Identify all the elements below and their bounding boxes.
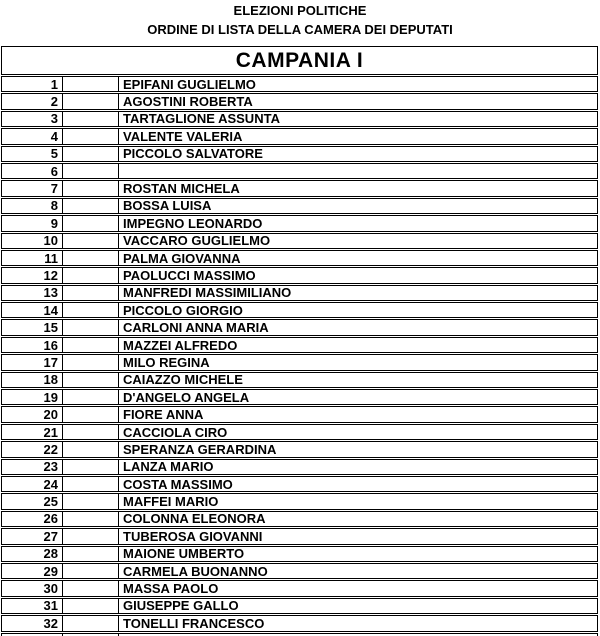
row-number: 20 bbox=[43, 407, 58, 422]
party-symbol-cell bbox=[63, 512, 119, 526]
row-number: 31 bbox=[43, 598, 58, 614]
row-number-cell bbox=[2, 199, 63, 213]
row-number: 23 bbox=[43, 459, 58, 474]
party-symbol-cell bbox=[63, 77, 119, 91]
row-number: 2 bbox=[50, 94, 58, 109]
region-header bbox=[1, 46, 598, 75]
candidate-row bbox=[1, 128, 598, 144]
candidate-name-cell bbox=[119, 216, 597, 230]
party-symbol-cell bbox=[63, 442, 119, 456]
candidate-name: FIORE ANNA bbox=[123, 407, 204, 422]
row-number-cell bbox=[2, 355, 63, 369]
candidate-name-cell bbox=[119, 547, 597, 561]
candidate-row bbox=[1, 354, 598, 370]
party-symbol-cell bbox=[63, 320, 119, 334]
candidate-name: MAIONE UMBERTO bbox=[123, 546, 245, 561]
candidate-name: MANFREDI MASSIMILIANO bbox=[123, 285, 292, 301]
candidate-row bbox=[1, 337, 598, 353]
candidate-name: CARMELA BUONANNO bbox=[123, 563, 268, 579]
row-number: 22 bbox=[43, 442, 58, 457]
row-number: 4 bbox=[50, 129, 58, 144]
row-number: 10 bbox=[43, 233, 58, 248]
row-number: 28 bbox=[43, 546, 58, 561]
party-symbol-cell bbox=[63, 286, 119, 300]
candidate-row bbox=[1, 76, 598, 92]
party-symbol-cell bbox=[63, 547, 119, 561]
candidate-name-cell bbox=[119, 529, 597, 543]
candidate-name: IMPEGNO LEONARDO bbox=[123, 216, 263, 231]
candidate-name: PICCOLO SALVATORE bbox=[123, 146, 263, 161]
row-number-cell bbox=[2, 425, 63, 439]
row-number-cell bbox=[2, 94, 63, 108]
candidate-name: CAIAZZO MICHELE bbox=[123, 372, 243, 388]
candidate-row bbox=[1, 424, 598, 440]
row-number: 7 bbox=[50, 181, 58, 196]
candidate-name-cell bbox=[119, 94, 597, 108]
party-symbol-cell bbox=[63, 303, 119, 317]
partial-row-cutoff bbox=[1, 633, 598, 636]
candidate-name-cell bbox=[119, 181, 597, 195]
row-number-cell bbox=[2, 303, 63, 317]
row-number: 14 bbox=[43, 303, 58, 318]
party-symbol-cell bbox=[63, 338, 119, 352]
row-number: 29 bbox=[43, 563, 58, 579]
candidate-name: MASSA PAOLO bbox=[123, 581, 219, 596]
candidate-name-cell bbox=[119, 112, 597, 126]
candidate-name-cell bbox=[119, 390, 597, 404]
candidate-name-cell bbox=[119, 129, 597, 143]
candidate-name-cell bbox=[119, 199, 597, 213]
candidate-name-cell bbox=[119, 268, 597, 282]
party-symbol-cell bbox=[63, 181, 119, 195]
party-symbol-cell bbox=[63, 581, 119, 595]
candidate-name-cell bbox=[119, 303, 597, 317]
party-symbol-cell bbox=[63, 373, 119, 387]
candidate-row bbox=[1, 233, 598, 249]
row-number: 30 bbox=[43, 581, 58, 596]
candidate-row bbox=[1, 580, 598, 596]
row-number-cell bbox=[2, 616, 63, 630]
row-number: 3 bbox=[50, 111, 58, 127]
row-number-cell bbox=[2, 442, 63, 456]
candidate-name: CARLONI ANNA MARIA bbox=[123, 320, 269, 335]
party-symbol-cell bbox=[63, 234, 119, 248]
candidate-row bbox=[1, 163, 598, 179]
row-number: 6 bbox=[50, 163, 58, 179]
candidate-row bbox=[1, 511, 598, 527]
candidate-row bbox=[1, 215, 598, 231]
row-number-cell bbox=[2, 407, 63, 421]
candidate-name: CACCIOLA CIRO bbox=[123, 424, 228, 440]
row-number-cell bbox=[2, 234, 63, 248]
row-number: 11 bbox=[44, 250, 58, 266]
row-number-cell bbox=[2, 147, 63, 161]
party-symbol-cell bbox=[63, 268, 119, 282]
candidate-name: MAFFEI MARIO bbox=[123, 494, 219, 509]
row-number-cell bbox=[2, 547, 63, 561]
candidate-name-cell bbox=[119, 251, 597, 265]
candidate-name-cell bbox=[119, 286, 597, 300]
row-number-cell bbox=[2, 268, 63, 282]
row-number-cell bbox=[2, 373, 63, 387]
row-number: 15 bbox=[43, 320, 58, 335]
party-symbol-cell bbox=[63, 599, 119, 613]
candidate-row bbox=[1, 267, 598, 283]
party-symbol-cell bbox=[63, 216, 119, 230]
candidate-row bbox=[1, 406, 598, 422]
row-number-cell bbox=[2, 320, 63, 334]
candidate-row bbox=[1, 598, 598, 614]
row-number-cell bbox=[2, 286, 63, 300]
candidate-name: COSTA MASSIMO bbox=[123, 476, 233, 492]
candidate-name: TUBEROSA GIOVANNI bbox=[123, 529, 263, 544]
row-number: 25 bbox=[43, 494, 58, 509]
candidate-name-cell bbox=[119, 320, 597, 334]
candidate-name: TARTAGLIONE ASSUNTA bbox=[123, 111, 280, 127]
row-number: 1 bbox=[50, 77, 58, 92]
row-number: 9 bbox=[50, 216, 58, 231]
document-title bbox=[0, 0, 600, 39]
row-number: 12 bbox=[43, 268, 58, 283]
party-symbol-cell bbox=[63, 407, 119, 421]
candidate-name-cell bbox=[119, 460, 597, 474]
row-number-cell bbox=[2, 216, 63, 230]
candidate-name-cell bbox=[119, 564, 597, 578]
row-number-cell bbox=[2, 564, 63, 578]
candidate-name: PICCOLO GIORGIO bbox=[123, 303, 243, 318]
candidate-name-cell bbox=[119, 147, 597, 161]
candidate-name: PALMA GIOVANNA bbox=[123, 250, 241, 266]
candidate-name-cell bbox=[119, 616, 597, 630]
candidate-row bbox=[1, 459, 598, 475]
candidate-list-table bbox=[1, 46, 598, 636]
candidate-name-cell bbox=[119, 494, 597, 508]
candidate-row bbox=[1, 285, 598, 301]
candidate-row bbox=[1, 198, 598, 214]
row-number: 27 bbox=[43, 529, 58, 544]
candidate-rows bbox=[1, 76, 598, 632]
row-number: 32 bbox=[43, 616, 58, 631]
party-symbol-cell bbox=[63, 164, 119, 178]
candidate-name: MAZZEI ALFREDO bbox=[123, 337, 238, 353]
candidate-row bbox=[1, 250, 598, 266]
candidate-name-cell bbox=[119, 338, 597, 352]
candidate-row bbox=[1, 476, 598, 492]
candidate-name: PAOLUCCI MASSIMO bbox=[123, 268, 256, 283]
party-symbol-cell bbox=[63, 494, 119, 508]
candidate-name: D'ANGELO ANGELA bbox=[123, 390, 250, 405]
row-number-cell bbox=[2, 529, 63, 543]
candidate-name: ROSTAN MICHELA bbox=[123, 181, 240, 196]
candidate-name-cell bbox=[119, 425, 597, 439]
row-number-cell bbox=[2, 164, 63, 178]
candidate-name-cell bbox=[119, 373, 597, 387]
party-symbol-cell bbox=[63, 147, 119, 161]
party-symbol-cell bbox=[63, 529, 119, 543]
row-number: 5 bbox=[50, 146, 58, 161]
candidate-name-cell bbox=[119, 407, 597, 421]
party-symbol-cell bbox=[63, 199, 119, 213]
candidate-name: COLONNA ELEONORA bbox=[123, 511, 266, 527]
candidate-name-cell bbox=[119, 234, 597, 248]
candidate-row bbox=[1, 372, 598, 388]
party-symbol-cell bbox=[63, 477, 119, 491]
row-number: 13 bbox=[43, 285, 58, 301]
party-symbol-cell bbox=[63, 355, 119, 369]
party-symbol-cell bbox=[63, 460, 119, 474]
row-number: 17 bbox=[43, 355, 58, 370]
candidate-row bbox=[1, 319, 598, 335]
row-number-cell bbox=[2, 460, 63, 474]
candidate-row bbox=[1, 180, 598, 196]
row-number: 24 bbox=[43, 476, 58, 492]
row-number-cell bbox=[2, 512, 63, 526]
region-header-label: CAMPANIA I bbox=[235, 48, 364, 72]
party-symbol-cell bbox=[63, 129, 119, 143]
row-number-cell bbox=[2, 112, 63, 126]
candidate-name-cell bbox=[119, 77, 597, 91]
candidate-row bbox=[1, 546, 598, 562]
row-number-cell bbox=[2, 390, 63, 404]
candidate-row bbox=[1, 111, 598, 127]
candidate-name: BOSSA LUISA bbox=[123, 198, 212, 214]
row-number-cell bbox=[2, 251, 63, 265]
candidate-name-cell bbox=[119, 581, 597, 595]
party-symbol-cell bbox=[63, 564, 119, 578]
party-symbol-cell bbox=[63, 616, 119, 630]
candidate-row bbox=[1, 146, 598, 162]
candidate-name-cell bbox=[119, 164, 597, 178]
row-number: 26 bbox=[43, 511, 58, 527]
candidate-name: MILO REGINA bbox=[123, 355, 210, 370]
row-number: 16 bbox=[43, 337, 58, 353]
row-number-cell bbox=[2, 581, 63, 595]
party-symbol-cell bbox=[63, 251, 119, 265]
row-number-cell bbox=[2, 77, 63, 91]
row-number-cell bbox=[2, 129, 63, 143]
candidate-row bbox=[1, 528, 598, 544]
row-number: 18 bbox=[43, 372, 58, 388]
candidate-row bbox=[1, 493, 598, 509]
candidate-name-cell bbox=[119, 442, 597, 456]
candidate-row bbox=[1, 302, 598, 318]
row-number-cell bbox=[2, 338, 63, 352]
party-symbol-cell bbox=[63, 390, 119, 404]
row-number-cell bbox=[2, 181, 63, 195]
party-symbol-cell bbox=[63, 94, 119, 108]
candidate-name: VACCARO GUGLIELMO bbox=[123, 233, 271, 248]
candidate-name: AGOSTINI ROBERTA bbox=[123, 94, 253, 109]
document-title-line1: ELEZIONI POLITICHE bbox=[233, 3, 367, 18]
row-number: 8 bbox=[50, 198, 58, 214]
row-number: 21 bbox=[43, 424, 58, 440]
candidate-name: GIUSEPPE GALLO bbox=[123, 598, 239, 614]
row-number: 19 bbox=[43, 390, 58, 405]
row-number-cell bbox=[2, 477, 63, 491]
candidate-name: VALENTE VALERIA bbox=[123, 129, 243, 144]
candidate-name: SPERANZA GERARDINA bbox=[123, 442, 277, 457]
candidate-row bbox=[1, 615, 598, 631]
candidate-row bbox=[1, 441, 598, 457]
document-title-line2: ORDINE DI LISTA DELLA CAMERA DEI DEPUTATI bbox=[147, 22, 453, 37]
candidate-row bbox=[1, 563, 598, 579]
candidate-name-cell bbox=[119, 599, 597, 613]
row-number-cell bbox=[2, 599, 63, 613]
candidate-name: EPIFANI GUGLIELMO bbox=[123, 77, 256, 92]
candidate-name: LANZA MARIO bbox=[123, 459, 214, 474]
candidate-name: TONELLI FRANCESCO bbox=[123, 616, 265, 631]
candidate-name-cell bbox=[119, 512, 597, 526]
party-symbol-cell bbox=[63, 112, 119, 126]
candidate-row bbox=[1, 93, 598, 109]
candidate-name-cell bbox=[119, 355, 597, 369]
party-symbol-cell bbox=[63, 425, 119, 439]
candidate-row bbox=[1, 389, 598, 405]
candidate-name-cell bbox=[119, 477, 597, 491]
row-number-cell bbox=[2, 494, 63, 508]
